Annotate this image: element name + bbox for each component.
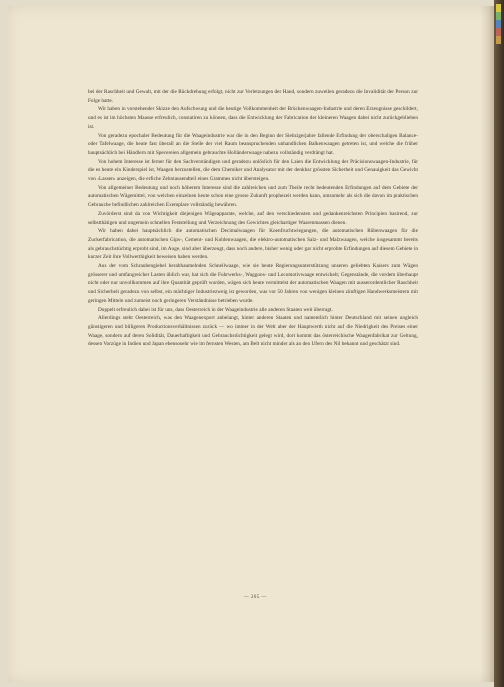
page-number: — 265 — <box>244 595 267 600</box>
paragraph: Wir haben in vorstehender Skizze den Aufschwung und die heutige Vollkommenheit der Brückenwaagen-Industrie und deren Erzeugnisse geschildert, und es ist im höchsten Maasse erfreulich, constatiren zu können, dass die Entwicklung der Fabrication der kleineren Waagen dabei nicht zurückgeblieben ist. <box>88 106 418 130</box>
paragraph: Von hohem Interesse ist ferner für den Sachverständigen und geradezu unlöslich für den Laien die Entwicklung der Präcisionswaagen-Industrie, für die es heute ein Kinderspiel ist, Waagen herzustellen, die dem Chemiker und Analysator mit der denkbar grössten Sicherheit und Genauigkeit das Gewicht von ›Lassen‹ anzeigen, die erfiche Zehntausendteil eines Grammes nicht übersteigen. <box>88 158 418 183</box>
color-calibration-strip <box>496 4 501 44</box>
paragraph: Wir haben dabei hauptsächlich die automatischen Decimalwaagen für Koenfruchtwiegungen, die automatischen Rübenwaagen für die Zuckerfabrication, die automatischen Gips-, Cement- und Kohlenwaagen, die elektro-automatischen Salz- und Malzwaagen, welche insgesammt bereits als gebrauchstüchtig erprobt sind, im Auge, sind aber überzeugt, dass noch andere, bisher wenig oder gar nicht erprobte Erfindungen auf diesem Gebiete in kurzer Zeit ihre Vollwerthigkeit beweisen haben werden. <box>88 228 418 261</box>
color-swatch <box>496 12 501 20</box>
color-swatch <box>496 4 501 12</box>
page-edge-shadow <box>480 6 494 682</box>
paragraph: Doppelt erfreulich dabei ist für uns, dass Oesterreich in der Waageindustrie alle anderen Staaten weit überragt. <box>98 306 333 313</box>
paragraph: Von geradezu epochaler Bedeutung für die Waageindustrie war die in den Beginn der Siebzigerjahre fallende Erfindung der oberschaligen Balance- oder Tafelwaage, die heute fast überall an die Stelle der viel Raum beanspruchenden unhandlichen Balkenwaagen getreten ist, und welche die früher hauptsächlich bei Händlern mit Specereien allgemein gebrauchte Holländerwaage nahezu vollständig verdrängt hat. <box>88 132 418 156</box>
paragraph: Allerdings steht Oesterreich, was den Waagenexport anbelangt, hinter anderen Staaten und namentlich hinter Deutschland mit seinen ungleich günstigeren und billigeren Productionsverhältnissen zurück — wo immer in der Welt aber der Hauptwerth nicht auf die Niedrigkeit des Preises einer Waage, sondern auf deren Solidität, Dauerhaftigkeit und Gebrauchstüchtigkeit gelegt wird, dort kommt das österreichische Waagenfabrikat zur Geltung, dessen Vorzüge in Indien und Japan ebensosehr wie im fernsten Westen, am Belt nicht minder als an den Ufern des Nil bekannt und geschätzt sind. <box>88 315 418 348</box>
body-text <box>88 88 418 349</box>
color-swatch <box>496 36 501 44</box>
book-binding <box>494 0 504 687</box>
color-swatch <box>496 28 501 36</box>
paragraph: Von allgemeiner Bedeutung und noch höherem Interesse sind die zahlreichen und zum Theile recht bedeutenden Erfindungen auf dem Gebiete der automatischen Wägemittel, von welchen einzelnen heute schon eine grosse Zukunft prophezeit werden kann, umsomehr als sich die davon im praktischen Gebrauche befindlichen zahlreichen Exemplare vollständig bewähren. <box>88 184 418 209</box>
paragraph: bei der Raschheit und Gewalt, mit der die Rückdrehung erfolgt, nicht zur Verletzungen der Hand, sondern zuweilen geradezu die Invalidität der Person zur Folge hatte. <box>88 89 418 104</box>
paragraph: Aus der vom Schraubengiebel herabhaumelnden Schnellwaage, wie sie heute Regierungsunterstützung unseren geliebten Kaisers zum Wägen grösserer und umfangreicher Lasten üblich war, hat sich die Fuhrwerks-, Waggons- und Locomotivwaage entwickelt; Gegenstände, die vordem überhaupt nicht oder nur unvollkommen auf ihre Quantität geprüft wurden, wägen sich heute vermittelst der automatischen Waagen mit ausserordentlicher Raschheit und Sicherheit geradezu von selbst, ein mächtiger Industriezweig ist geworden, was vor 50 Jahren von wenigen kleinen zünftigen Handwerksmeistern mit geringen Mitteln und zumeist noch geringeren Verständnisse betrieben wurde. <box>88 263 418 304</box>
color-swatch <box>496 20 501 28</box>
document-page <box>8 6 494 682</box>
paragraph: Zuvörderst sind da von Wichtigkeit diejenigen Wägeapparate, welche, auf den verschiedensten und gedankenreichsten Principien basirend, zur selbstthätigen und ungemein schnellen Feststellung und Verzeichnung des Gewichtes gleichartiger Waarenmassen dienen. <box>88 210 418 226</box>
